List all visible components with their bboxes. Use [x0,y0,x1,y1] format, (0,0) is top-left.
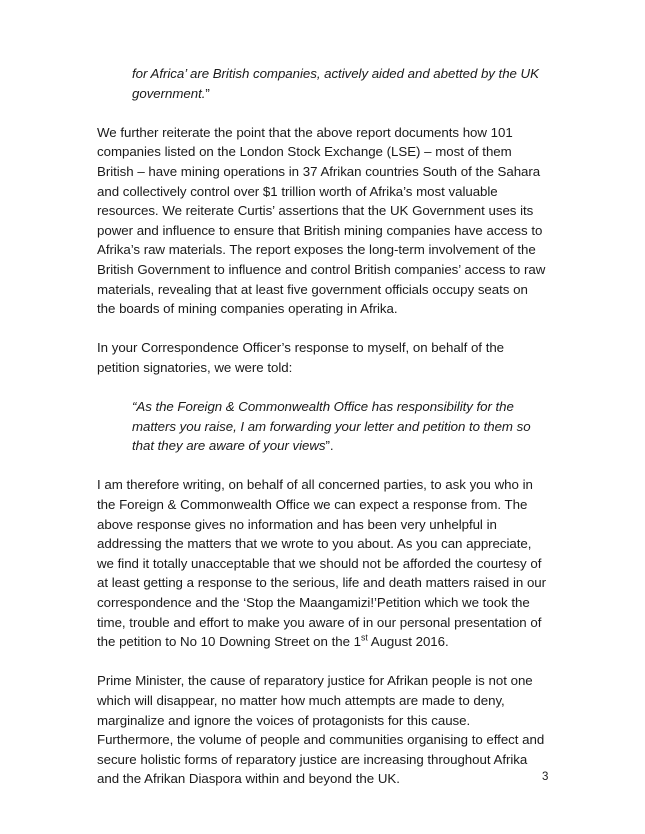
blockquote-africa-report [97,64,547,103]
paragraph-therefore-writing-part1: I am therefore writing, on behalf of all concerned parties, to ask you who in the Foreign & Commonwealth Office we can expect a response from. The above response gives no information and has been very unhelpful in addressing the matters that we wrote to you about. As you can appreciate, we find it totally unacceptable that we should not be afforded the courtesy of at least getting a response to the serious, life and death matters raised in our correspondence and the ‘Stop the Maangamizi!’Petition which we took the time, trouble and effort to make you aware of in our personal presentation of the petition to No 10 Downing Street on the 1 [97,477,547,650]
page-body-text [97,64,547,809]
blockquote-fco-response-closing-quote: ”. [325,438,334,454]
blockquote-fco-response [97,397,547,456]
blockquote-fco-response-text: “As the Foreign & Commonwealth Office has responsibility for the matters you raise, I am forwarding your letter and petition to them so that they are aware of your views [132,399,531,454]
page-number: 3 [542,771,549,783]
paragraph-prime-minister: Prime Minister, the cause of reparatory justice for Afrikan people is not one which will disappear, no matter how much attempts are made to deny, marginalize and ignore the voices of protagonists for this cause. Furthermore, the volume of people and communities organising to effect and secure holistic forms of reparatory justice are increasing throughout Afrika and the Afrikan Diaspora within and beyond the UK. [97,673,545,787]
blockquote-africa-report-text: for Africa’ are British companies, actively aided and abetted by the UK government. [132,66,539,101]
paragraph-therefore-writing-part2: August 2016. [367,634,449,650]
blockquote-africa-report-closing-quote: ” [205,85,210,101]
paragraph-reiterate-report: We further reiterate the point that the above report documents how 101 companies listed on the London Stock Exchange (LSE) – most of them British – have mining operations in 37 Afrikan countries South of the Sahara and collectively control over $1 trillion worth of Afrika’s most valuable resources. We reiterate Curtis’ assertions that the UK Government uses its power and influence to ensure that British mining companies have access to Afrika’s raw materials. The report exposes the long-term involvement of the British Government to influence and control British companies’ access to raw materials, revealing that at least five government officials occupy seats on the boards of mining companies operating in Afrika. [97,124,546,317]
ordinal-suffix-superscript: st [361,632,368,643]
paragraph-correspondence-officer: In your Correspondence Officer’s response to myself, on behalf of the petition signatories, we were told: [97,340,505,375]
paragraph-therefore-writing [97,475,547,651]
